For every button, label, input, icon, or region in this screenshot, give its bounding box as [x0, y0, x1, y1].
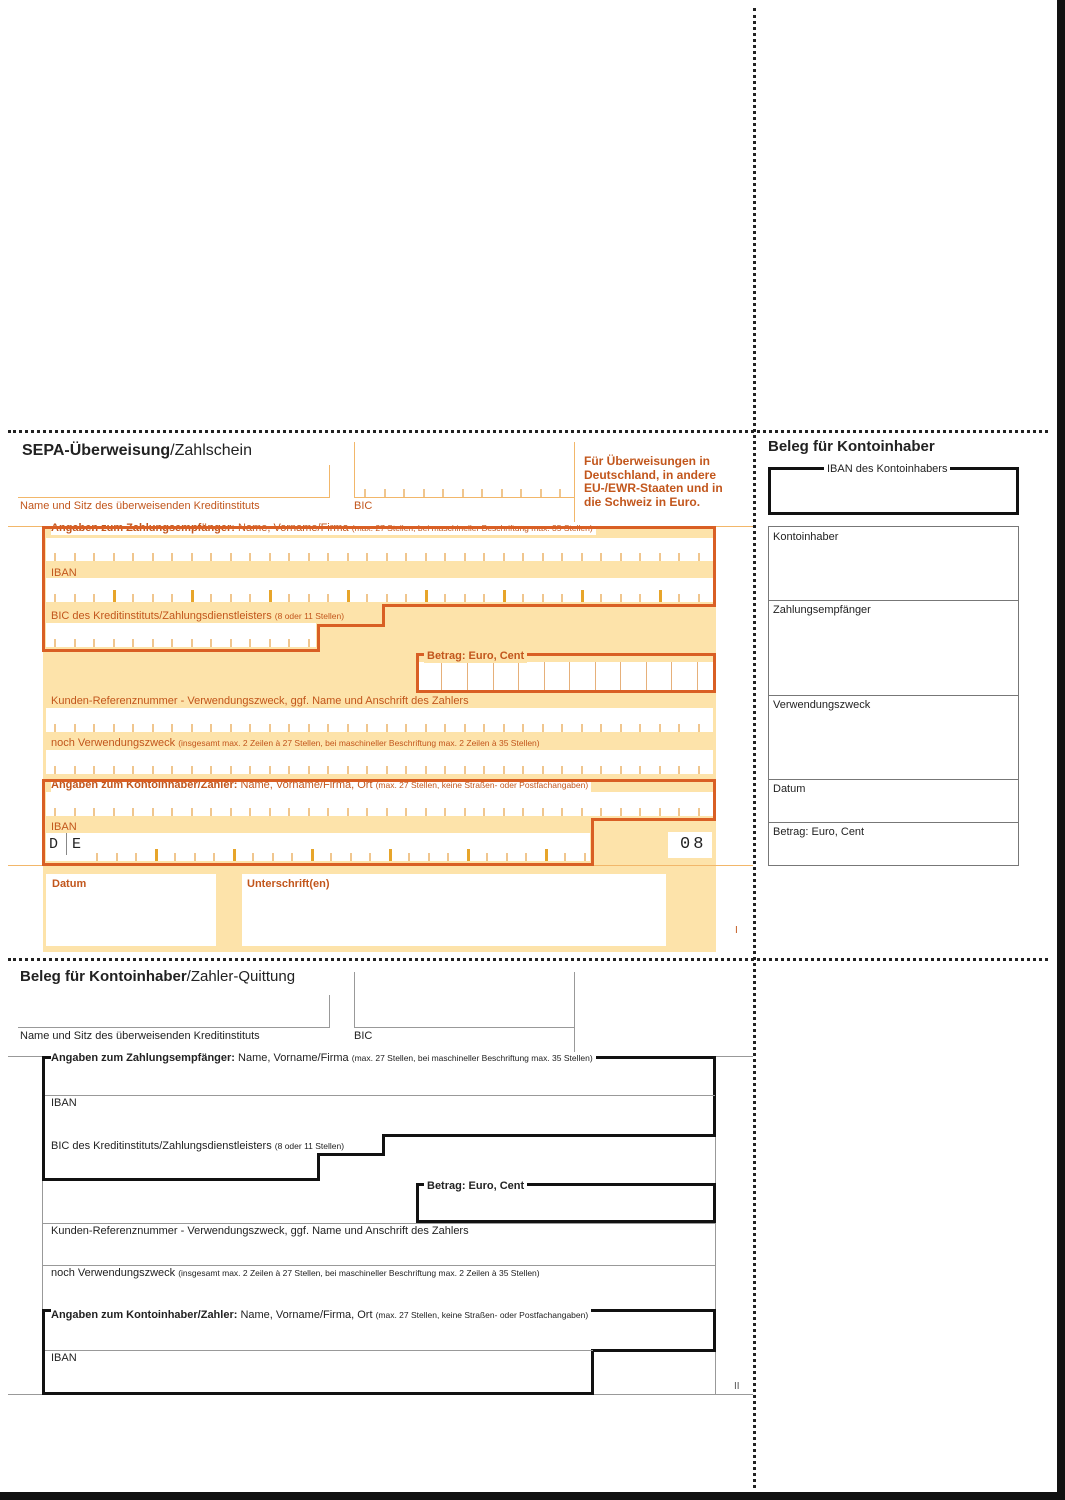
iban-label: IBAN [51, 567, 77, 579]
receipt-iban-label-2: IBAN [51, 1352, 77, 1364]
perforation-top [8, 430, 1048, 433]
receipt-side-title: Beleg für Kontoinhaber [768, 438, 935, 455]
payee-label: Angaben zum Zahlungsempfänger: Name, Vorname/Firma (max. 27 Stellen, bei maschineller Beschriftung max. 35 Stellen) [51, 522, 596, 535]
bic-label: BIC [354, 500, 373, 512]
receipt-amount-label: Betrag: Euro, Cent [424, 1180, 527, 1193]
payer-iban-label: IBAN [51, 821, 77, 833]
signature-label: Unterschrift(en) [247, 878, 330, 890]
bic-ticks [356, 489, 572, 497]
bic-inst-label: BIC des Kreditinstituts/Zahlungsdienstleisters (8 oder 11 Stellen) [51, 610, 345, 622]
receipt-payee-border [42, 1056, 716, 1137]
mark-ii: II [734, 1381, 740, 1392]
receipt-payee[interactable]: Zahlungsempfänger [768, 600, 1019, 696]
receipt-bic-label: BIC [354, 1030, 373, 1042]
amount-label: Betrag: Euro, Cent [424, 650, 527, 663]
payer-label: Angaben zum Kontoinhaber/Zahler: Name, Vorname/Firma, Ort (max. 27 Stellen, keine Straßen- oder Postfachangaben) [51, 779, 591, 792]
code-value: 08 [680, 835, 707, 854]
date-label: Datum [52, 878, 87, 890]
receipt-iban-label: IBAN des Kontoinhabers [824, 463, 950, 476]
receipt-amount[interactable]: Betrag: Euro, Cent [768, 822, 1019, 866]
receipt-payer-label: Angaben zum Kontoinhaber/Zahler: Name, Vorname/Firma, Ort (max. 27 Stellen, keine Straßen- oder Postfachangaben) [51, 1309, 591, 1322]
receipt-date[interactable]: Datum [768, 779, 1019, 823]
receipt-bic-inst-label: BIC des Kreditinstituts/Zahlungsdienstleisters (8 oder 11 Stellen) [51, 1140, 345, 1152]
bic-inst-ticks [46, 639, 316, 647]
perforation-vertical [753, 8, 756, 1488]
iban-prefix-e: E [72, 836, 82, 853]
perforation-middle [8, 958, 1048, 961]
receipt-iban-label-1: IBAN [51, 1097, 77, 1109]
reference-label: Kunden-Referenznummer - Verwendungszweck, ggf. Name und Anschrift des Zahlers [51, 695, 469, 707]
iban-prefix-d: D [49, 836, 59, 853]
reference-ticks [46, 724, 713, 732]
form-title: SEPA-Überweisung/Zahlschein [22, 442, 252, 459]
receipt-payee-label: Angaben zum Zahlungsempfänger: Name, Vorname/Firma (max. 27 Stellen, bei maschineller Beschriftung max. 35 Stellen) [51, 1052, 596, 1065]
receipt-bank-label: Name und Sitz des überweisenden Kreditinstituts [20, 1030, 260, 1042]
payer-iban-ticks [88, 853, 588, 861]
bank-label: Name und Sitz des überweisenden Kreditinstituts [20, 500, 260, 512]
purpose2-label: noch Verwendungszweck (insgesamt max. 2 Zeilen à 27 Stellen, bei maschineller Beschriftung max. 2 Zeilen à 35 Stellen) [51, 737, 540, 749]
euro-note: Für Überweisungen in Deutschland, in andere EU-/EWR-Staaten und in die Schweiz in Euro. [584, 454, 723, 509]
receipt-account-holder[interactable]: Kontoinhaber [768, 526, 1019, 601]
receipt-purpose2-label: noch Verwendungszweck (insgesamt max. 2 Zeilen à 27 Stellen, bei maschineller Beschriftung max. 2 Zeilen à 35 Stellen) [51, 1267, 540, 1279]
mark-i: I [735, 925, 738, 936]
receipt-title: Beleg für Kontoinhaber/Zahler-Quittung [20, 968, 296, 985]
payee-border [42, 526, 716, 607]
receipt-reference-label: Kunden-Referenznummer - Verwendungszweck, ggf. Name und Anschrift des Zahlers [51, 1225, 469, 1237]
purpose2-ticks [46, 766, 713, 774]
payer-border [42, 779, 716, 821]
receipt-purpose[interactable]: Verwendungszweck [768, 695, 1019, 780]
